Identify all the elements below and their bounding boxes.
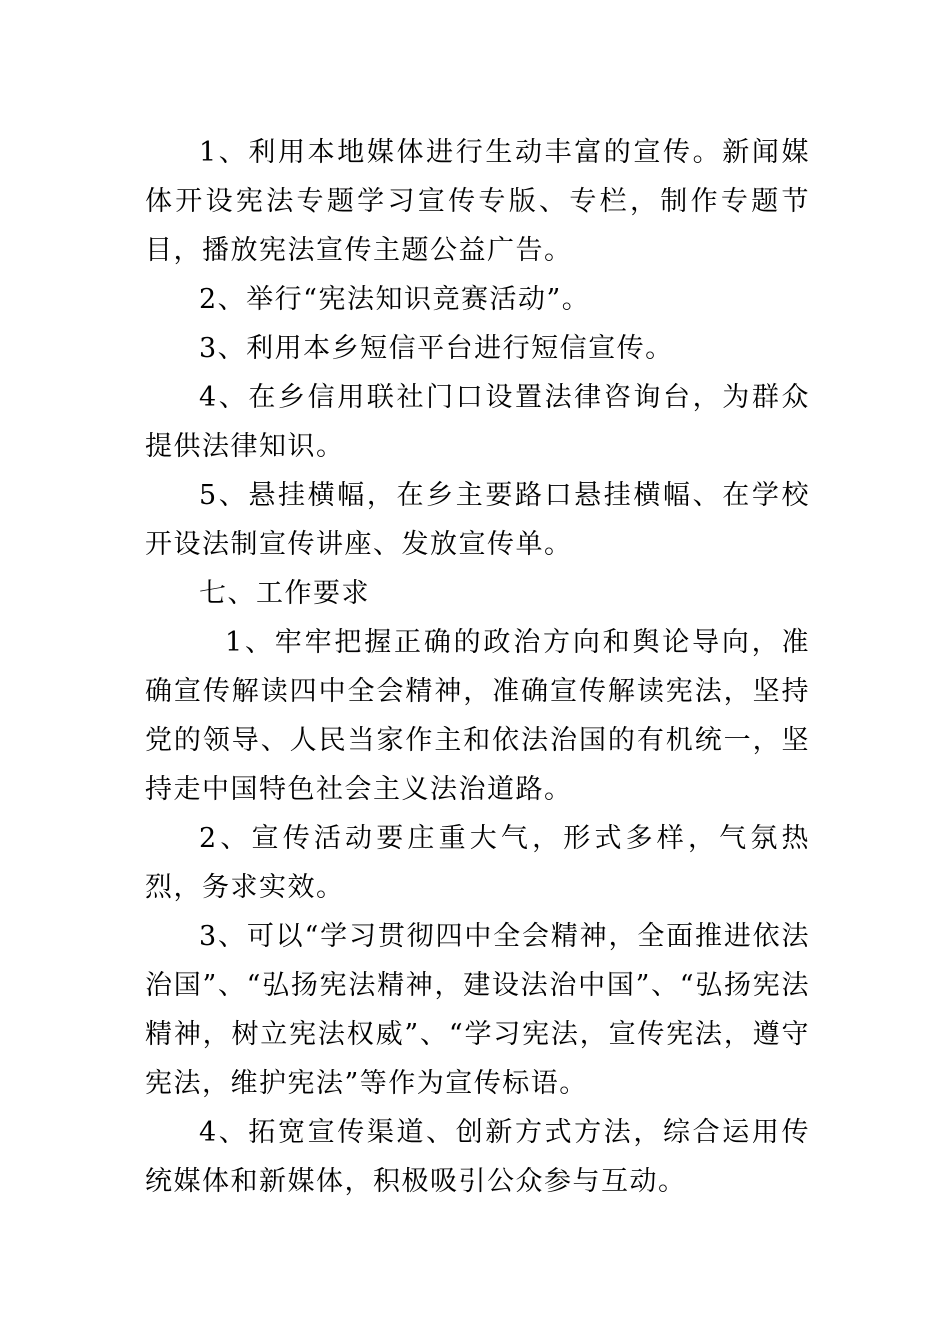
- paragraph-political-direction: 1、牢牢把握正确的政治方向和舆论导向，准确宣传解读四中全会精神，准确宣传解读宪法，坚持党的领导、人民当家作主和依法治国的有机统一，坚持走中国特色社会主义法治道路。: [145, 627, 810, 805]
- paragraph-knowledge-contest: 2、举行“宪法知识竞赛活动”。: [199, 284, 591, 315]
- paragraph-legal-consultation: 4、在乡信用联社门口设置法律咨询台，为群众提供法律知识。: [145, 382, 810, 462]
- document-body: [145, 128, 810, 1206]
- section-heading-work-requirements: 七、工作要求: [199, 578, 370, 609]
- paragraph-activity-style: 2、宣传活动要庄重大气，形式多样，气氛热烈，务求实效。: [145, 823, 810, 903]
- paragraph-channels: 4、拓宽宣传渠道、创新方式方法，综合运用传统媒体和新媒体，积极吸引公众参与互动。: [145, 1117, 810, 1197]
- paragraph-slogans: 3、可以“学习贯彻四中全会精神，全面推进依法治国”、“弘扬宪法精神，建设法治中国”、“弘扬宪法精神，树立宪法权威”、“学习宪法，宣传宪法，遵守宪法，维护宪法”等作为宣传标语。: [145, 921, 810, 1099]
- paragraph-media-publicity: 1、利用本地媒体进行生动丰富的宣传。新闻媒体开设宪法专题学习宣传专版、专栏，制作专题节目，播放宪法宣传主题公益广告。: [145, 137, 810, 266]
- paragraph-banners: 5、悬挂横幅，在乡主要路口悬挂横幅、在学校开设法制宣传讲座、发放宣传单。: [145, 480, 810, 560]
- paragraph-sms-publicity: 3、利用本乡短信平台进行短信宣传。: [199, 333, 674, 364]
